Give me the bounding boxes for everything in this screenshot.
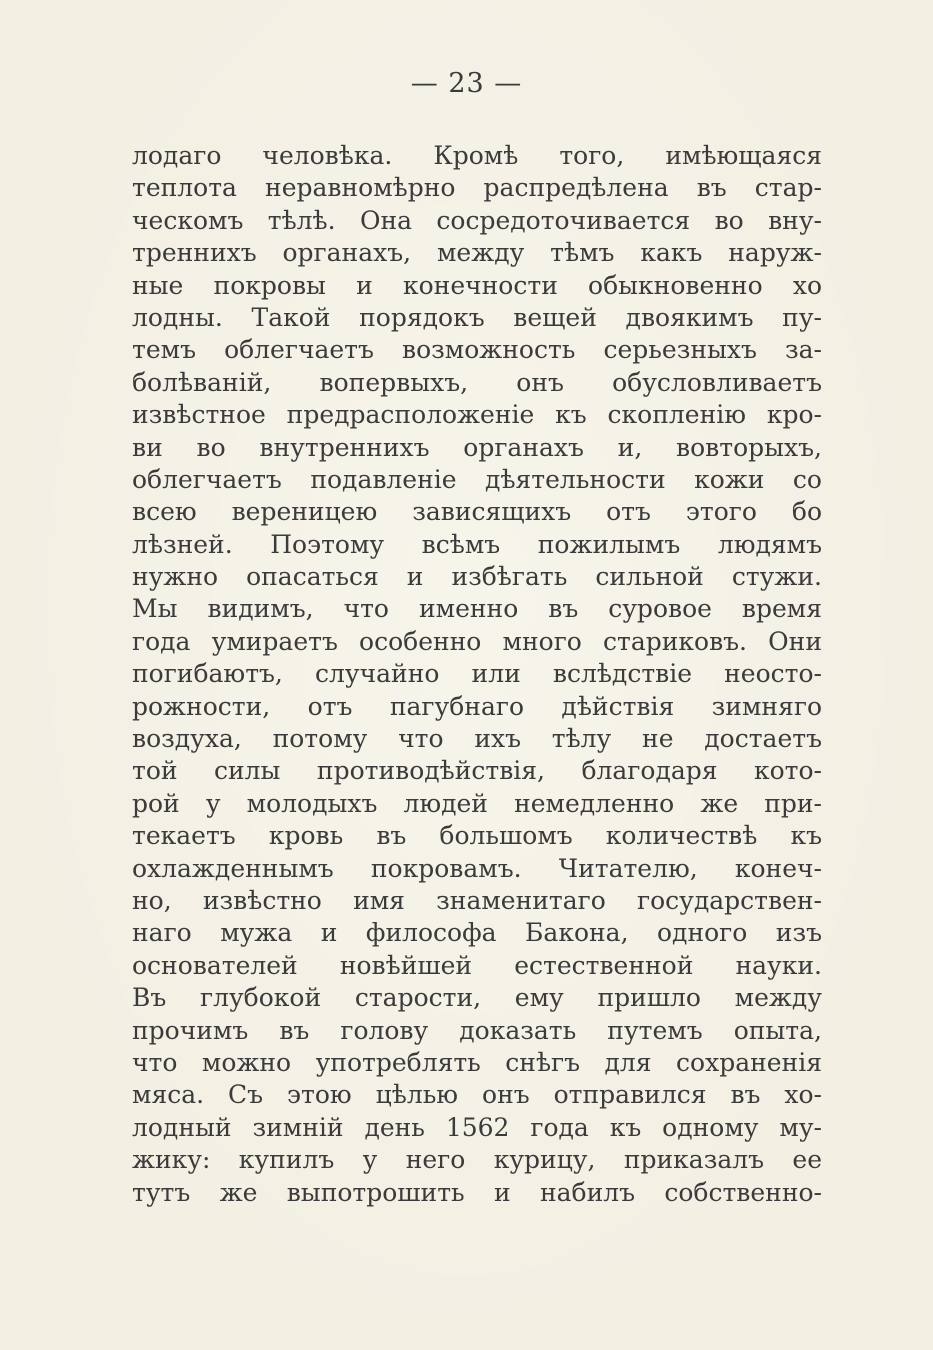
text-line: всею вереницею зависящихъ отъ этого бо: [132, 497, 822, 527]
text-line: погибаютъ, случайно или вслѣдствіе неосто-: [132, 659, 822, 689]
page-number: — 23 —: [410, 68, 523, 99]
text-line: жику: купилъ у него курицу, приказалъ ее: [132, 1145, 822, 1175]
text-line: лѣзней. Поэтому всѣмъ пожилымъ людямъ: [132, 529, 822, 559]
text-line: ческомъ тѣлѣ. Она сосредоточивается во вну-: [132, 205, 822, 235]
text-line: лодны. Такой порядокъ вещей двоякимъ пу-: [132, 302, 822, 332]
text-line: лодный зимній день 1562 года къ одному му-: [132, 1112, 822, 1142]
text-line: Въ глубокой старости, ему пришло между: [132, 983, 822, 1013]
text-line: извѣстное предрасположеніе къ скопленію кро-: [132, 400, 822, 430]
text-line: текаетъ кровь въ большомъ количествѣ къ: [132, 821, 822, 851]
text-line: треннихъ органахъ, между тѣмъ какъ наруж-: [132, 238, 822, 268]
text-line: охлажденнымъ покровамъ. Читателю, конеч-: [132, 853, 822, 883]
text-line: Мы видимъ, что именно въ суровое время: [132, 594, 822, 624]
text-line: прочимъ въ голову доказать путемъ опыта,: [132, 1015, 822, 1045]
text-line: нужно опасаться и избѣгать сильной стужи.: [132, 562, 822, 592]
text-line: облегчаетъ подавленіе дѣятельности кожи со: [132, 464, 822, 494]
text-line: ви во внутреннихъ органахъ и, вовторыхъ,: [132, 432, 822, 462]
text-line: мяса. Съ этою цѣлью онъ отправился въ хо-: [132, 1080, 822, 1110]
text-line: рой у молодыхъ людей немедленно же при-: [132, 788, 822, 818]
text-line: года умираетъ особенно много стариковъ. Они: [132, 626, 822, 656]
text-line: темъ облегчаетъ возможность серьезныхъ за-: [132, 335, 822, 365]
text-line: рожности, отъ пагубнаго дѣйствія зимняго: [132, 691, 822, 721]
text-line: основателей новѣйшей естественной науки.: [132, 950, 822, 980]
text-line: но, извѣстно имя знаменитаго государствен-: [132, 885, 822, 915]
text-line: воздуха, потому что ихъ тѣлу не достаетъ: [132, 724, 822, 754]
text-line: той силы противодѣйствія, благодаря кото-: [132, 756, 822, 786]
text-line: тутъ же выпотрошить и набилъ собственно-: [132, 1177, 822, 1207]
text-line: наго мужа и философа Бакона, одного изъ: [132, 918, 822, 948]
body-text: [132, 140, 822, 1209]
text-line: ные покровы и конечности обыкновенно хо: [132, 270, 822, 300]
text-line: теплота неравномѣрно распредѣлена въ стар-: [132, 173, 822, 203]
text-line: лодаго человѣка. Кромѣ того, имѣющаяся: [132, 141, 822, 170]
text-line: что можно употреблять снѣгъ для сохраненія: [132, 1047, 822, 1077]
text-line: болѣваній, вопервыхъ, онъ обусловливаетъ: [132, 367, 822, 397]
